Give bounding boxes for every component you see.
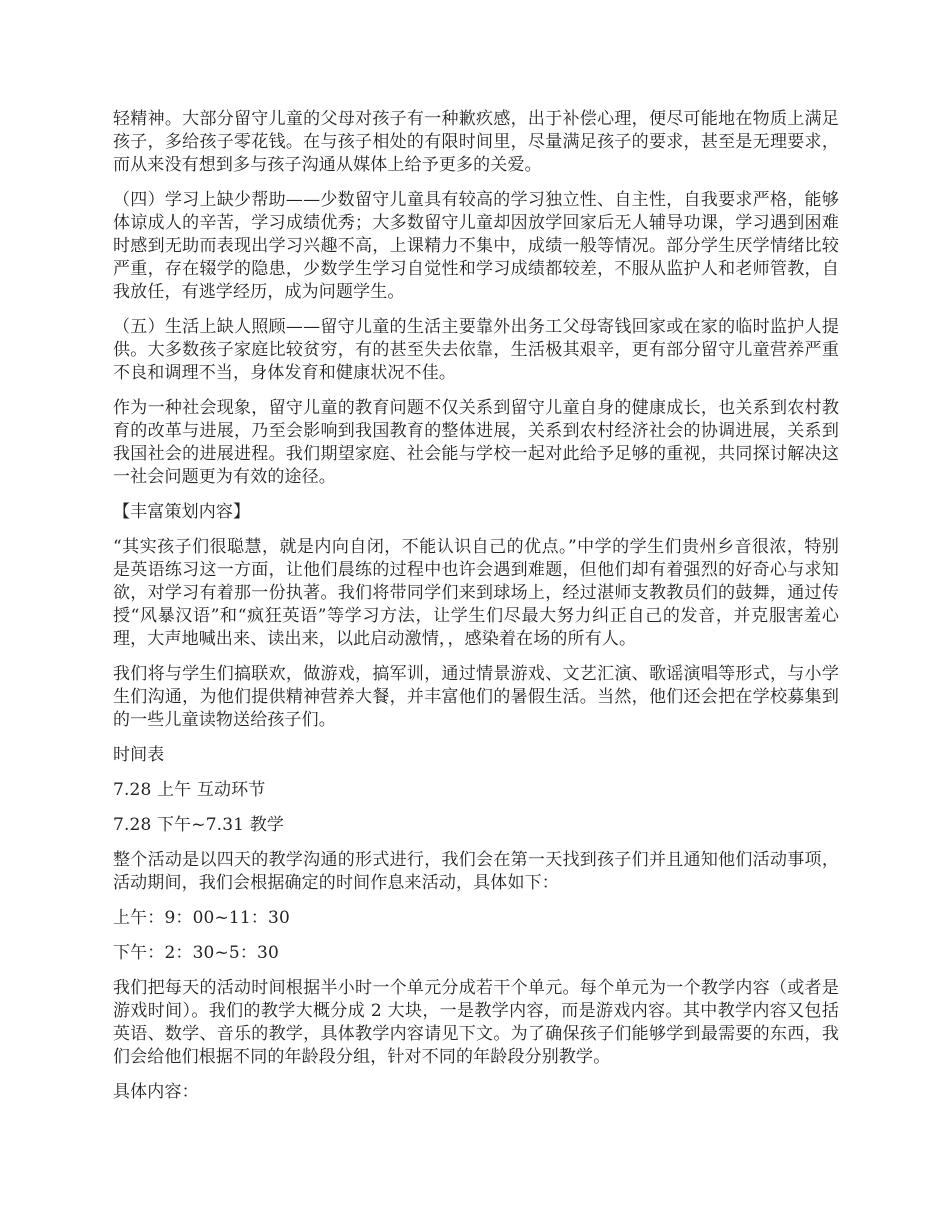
schedule-heading: 时间表	[113, 745, 165, 765]
paragraph-teaching-units: 我们把每天的活动时间根据半小时一个单元分成若干个单元。每个单元为一个教学内容（或者是游戏时间）。我们的教学大概分成 2 大块，一是教学内容，而是游戏内容。其中教学内容又包括英语、数学、音乐的教学，具体教学内容请见下文。为了确保孩子们能够学到最需要的东西，我们会给他们根据不同的年龄段分组，针对不同的年龄段分别教学。	[113, 978, 839, 1067]
paragraph-activities: 我们将与学生们搞联欢，做游戏，搞军训，通过情景游戏、文艺汇演、歌谣演唱等形式，与小学生们沟通，为他们提供精神营养大餐，并丰富他们的暑假生活。当然，他们还会把在学校募集到的一些儿童读物送给孩子们。	[113, 664, 839, 730]
time-morning: 上午：9：00~11：30	[113, 908, 290, 928]
time-afternoon: 下午：2：30~5：30	[113, 943, 279, 963]
paragraph-social-phenomenon: 作为一种社会现象，留守儿童的教育问题不仅关系到留守儿童自身的健康成长，也关系到农村教育的改革与进展，乃至会影响到我国教育的整体进展，关系到农村经济社会的协调进展，关系到我国社会的进展进程。我们期望家庭、社会能与学校一起对此给予足够的重视，共同探讨解决这一社会问题更为有效的途径。	[113, 398, 839, 487]
paragraph-left-behind-parents: 轻精神。大部分留守儿童的父母对孩子有一种歉疚感，出于补偿心理，便尽可能地在物质上满足孩子，多给孩子零花钱。在与孩子相处的有限时间里，尽量满足孩子的要求，甚至是无理要求，而从来没有想到多与孩子沟通从媒体上给予更多的关爱。	[113, 109, 839, 175]
document-page	[113, 108, 839, 1116]
paragraph-children-quote: “其实孩子们很聪慧，就是内向自闭，不能认识自己的优点。”中学的学生们贵州乡音很浓，特别是英语练习这一方面，让他们晨练的过程中也许会遇到难题，但他们却有着强烈的好奇心与求知欲，对学习有着那一份执著。我们将带同学们来到球场上，经过湛师支教教员们的鼓舞，通过传授“风暴汉语”和“疯狂英语”等学习方法，让学生们尽最大努力纠正自己的发音，并克服害羞心理，大声地喊出来、读出来，以此启动激情，，感染着在场的所有人。	[113, 537, 839, 649]
schedule-item-teaching: 7.28 下午~7.31 教学	[113, 815, 285, 835]
paragraph-activity-format: 整个活动是以四天的教学沟通的形式进行，我们会在第一天找到孩子们并且通知他们活动事项，活动期间，我们会根据确定的时间作息来活动，具体如下：	[113, 850, 839, 893]
paragraph-life-care: （五）生活上缺人照顾——留守儿童的生活主要靠外出务工父母寄钱回家或在家的临时监护人提供。大多数孩子家庭比较贫穷，有的甚至失去依靠，生活极其艰辛，更有部分留守儿童营养严重不良和调理不当，身体发育和健康状况不佳。	[113, 317, 839, 383]
specific-content-heading: 具体内容：	[113, 1082, 199, 1102]
schedule-item-morning: 7.28 上午 互动环节	[113, 780, 266, 800]
section-heading-plan-content: 【丰富策划内容】	[113, 502, 251, 522]
paragraph-study-help: （四）学习上缺少帮助——少数留守儿童具有较高的学习独立性、自主性，自我要求严格，能够体谅成人的辛苦，学习成绩优秀；大多数留守儿童却因放学回家后无人辅导功课，学习遇到困难时感到无助而表现出学习兴趣不高，上课精力不集中，成绩一般等情况。部分学生厌学情绪比较严重，存在辍学的隐患，少数学生学习自觉性和学习成绩都较差，不服从监护人和老师管教，自我放任，有逃学经历，成为问题学生。	[113, 190, 839, 302]
